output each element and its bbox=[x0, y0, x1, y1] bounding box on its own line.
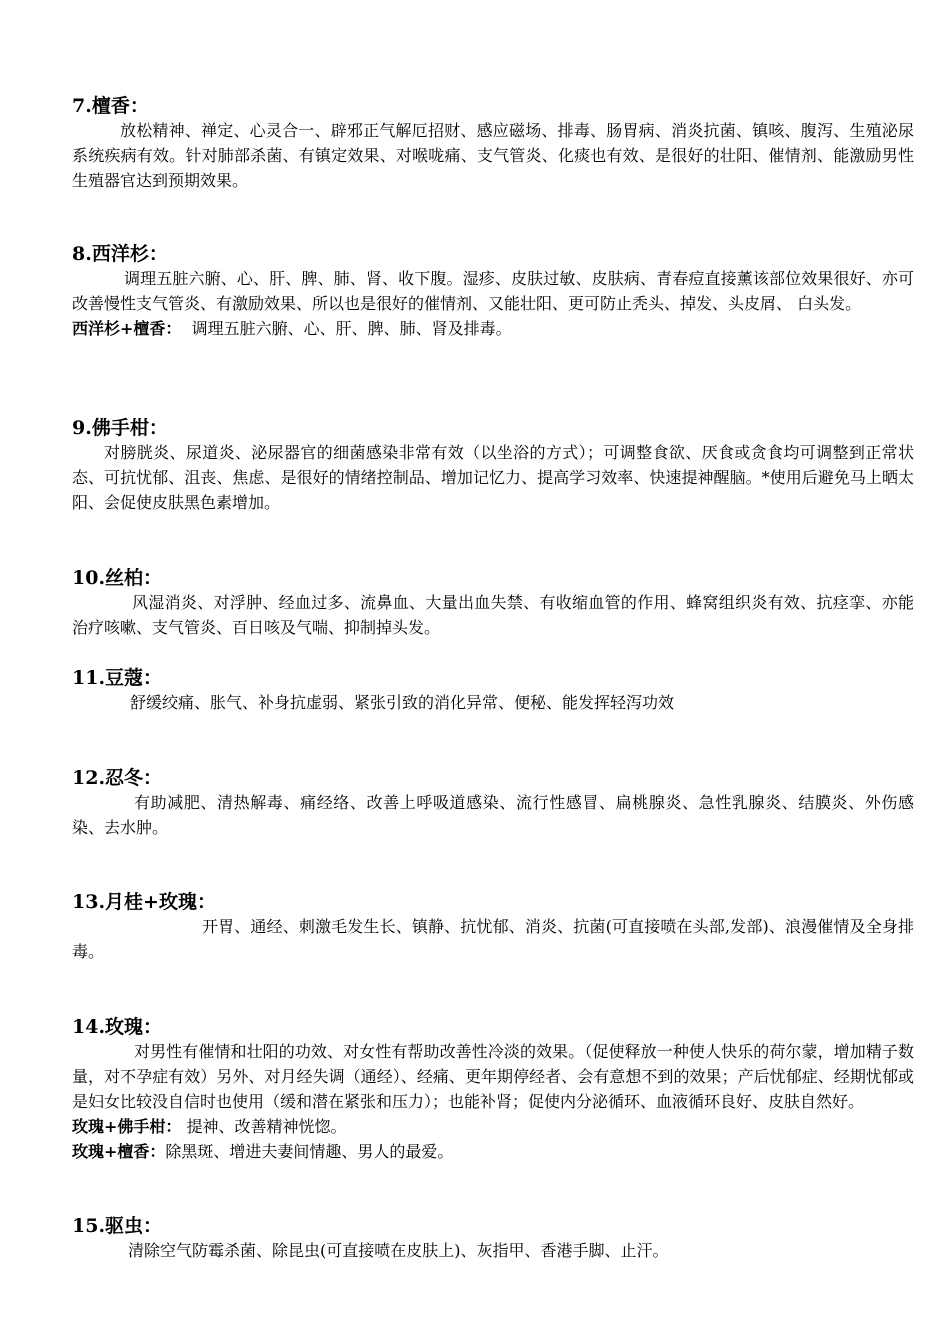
section-title: 11.豆蔻： bbox=[72, 667, 163, 689]
section-honeysuckle bbox=[72, 766, 914, 840]
section-title: 7.檀香： bbox=[72, 95, 149, 117]
combo-line bbox=[72, 1139, 914, 1164]
section-cedarwood bbox=[72, 242, 914, 341]
section-body: 对男性有催情和壮阳的功效、对女性有帮助改善性冷淡的效果。（促使释放一种使人快乐的荷尔蒙，增加精子数量，对不孕症有效）另外、对月经失调（通经）、经痛、更年期停经者、会有意想不到的效果；产后忧郁症、经期忧郁或是妇女比较没自信时也使用（缓和潜在紧张和压力）；也能补肾；促使内分泌循环、血液循环良好、皮肤自然好。 bbox=[72, 1042, 914, 1111]
combo-text: 提神、改善精神恍惚。 bbox=[186, 1117, 347, 1136]
section-body: 调理五脏六腑、心、肝、脾、肺、肾、收下腹。湿疹、皮肤过敏、皮肤病、青春痘直接薰该部位效果很好、亦可改善慢性支气管炎、有激励效果、所以也是很好的催情剂、又能壮阳、更可防止秃头、掉发、头皮屑、 白头发。 bbox=[72, 269, 914, 313]
section-body: 风湿消炎、对浮肿、经血过多、流鼻血、大量出血失禁、有收缩血管的作用、蜂窝组织炎有效、抗痉挛、亦能治疗咳嗽、支气管炎、百日咳及气喘、抑制掉头发。 bbox=[72, 593, 914, 637]
section-title: 9.佛手柑： bbox=[72, 417, 168, 439]
section-body: 放松精神、禅定、心灵合一、辟邪正气解厄招财、感应磁场、排毒、肠胃病、消炎抗菌、镇咳、腹泻、生殖泌尿系统疾病有效。针对肺部杀菌、有镇定效果、对喉咙痛、支气管炎、化痰也有效、是很好的壮阳、催情剂、能激励男性生殖器官达到预期效果。 bbox=[72, 121, 914, 190]
section-title: 8.西洋杉： bbox=[72, 243, 168, 265]
section-insect-repellent bbox=[72, 1214, 914, 1263]
combo-label: 西洋杉+檀香： bbox=[72, 319, 182, 338]
section-title: 12.忍冬： bbox=[72, 767, 163, 789]
section-body: 清除空气防霉杀菌、除昆虫(可直接喷在皮肤上)、灰指甲、香港手脚、止汗。 bbox=[128, 1241, 669, 1260]
section-bergamot bbox=[72, 416, 914, 515]
section-laurel-rose bbox=[72, 890, 914, 964]
section-body: 有助减肥、清热解毒、痛经络、改善上呼吸道感染、流行性感冒、扁桃腺炎、急性乳腺炎、结膜炎、外伤感染、去水肿。 bbox=[72, 793, 914, 837]
combo-text: 除黑斑、增进夫妻间情趣、男人的最爱。 bbox=[165, 1142, 454, 1161]
section-rose bbox=[72, 1015, 914, 1164]
section-title: 15.驱虫： bbox=[72, 1215, 163, 1237]
section-title: 14.玫瑰： bbox=[72, 1016, 163, 1038]
combo-line bbox=[72, 1114, 914, 1139]
section-body: 开胃、通经、刺激毛发生长、镇静、抗忧郁、消炎、抗菌(可直接喷在头部,发部)、浪漫催情及全身排毒。 bbox=[72, 917, 914, 961]
section-body: 对膀胱炎、尿道炎、泌尿器官的细菌感染非常有效（以坐浴的方式）；可调整食欲、厌食或贪食均可调整到正常状态、可抗忧郁、沮丧、焦虑、是很好的情绪控制品、增加记忆力、提高学习效率、快速提神醒脑。*使用后避免马上晒太阳、会促使皮肤黑色素增加。 bbox=[72, 443, 914, 512]
combo-label: 玫瑰+檀香： bbox=[72, 1142, 166, 1161]
section-title: 13.月桂+玫瑰： bbox=[72, 891, 216, 913]
combo-label: 玫瑰+佛手柑： bbox=[72, 1117, 182, 1136]
combo-line bbox=[72, 316, 914, 341]
section-cypress bbox=[72, 566, 914, 640]
section-title: 10.丝柏： bbox=[72, 567, 163, 589]
section-body: 舒缓绞痛、胀气、补身抗虚弱、紧张引致的消化异常、便秘、能发挥轻泻功效 bbox=[130, 693, 675, 712]
section-cardamom bbox=[72, 666, 914, 715]
combo-text: 调理五脏六腑、心、肝、脾、肺、肾及排毒。 bbox=[191, 319, 512, 338]
section-sandalwood bbox=[72, 94, 914, 193]
